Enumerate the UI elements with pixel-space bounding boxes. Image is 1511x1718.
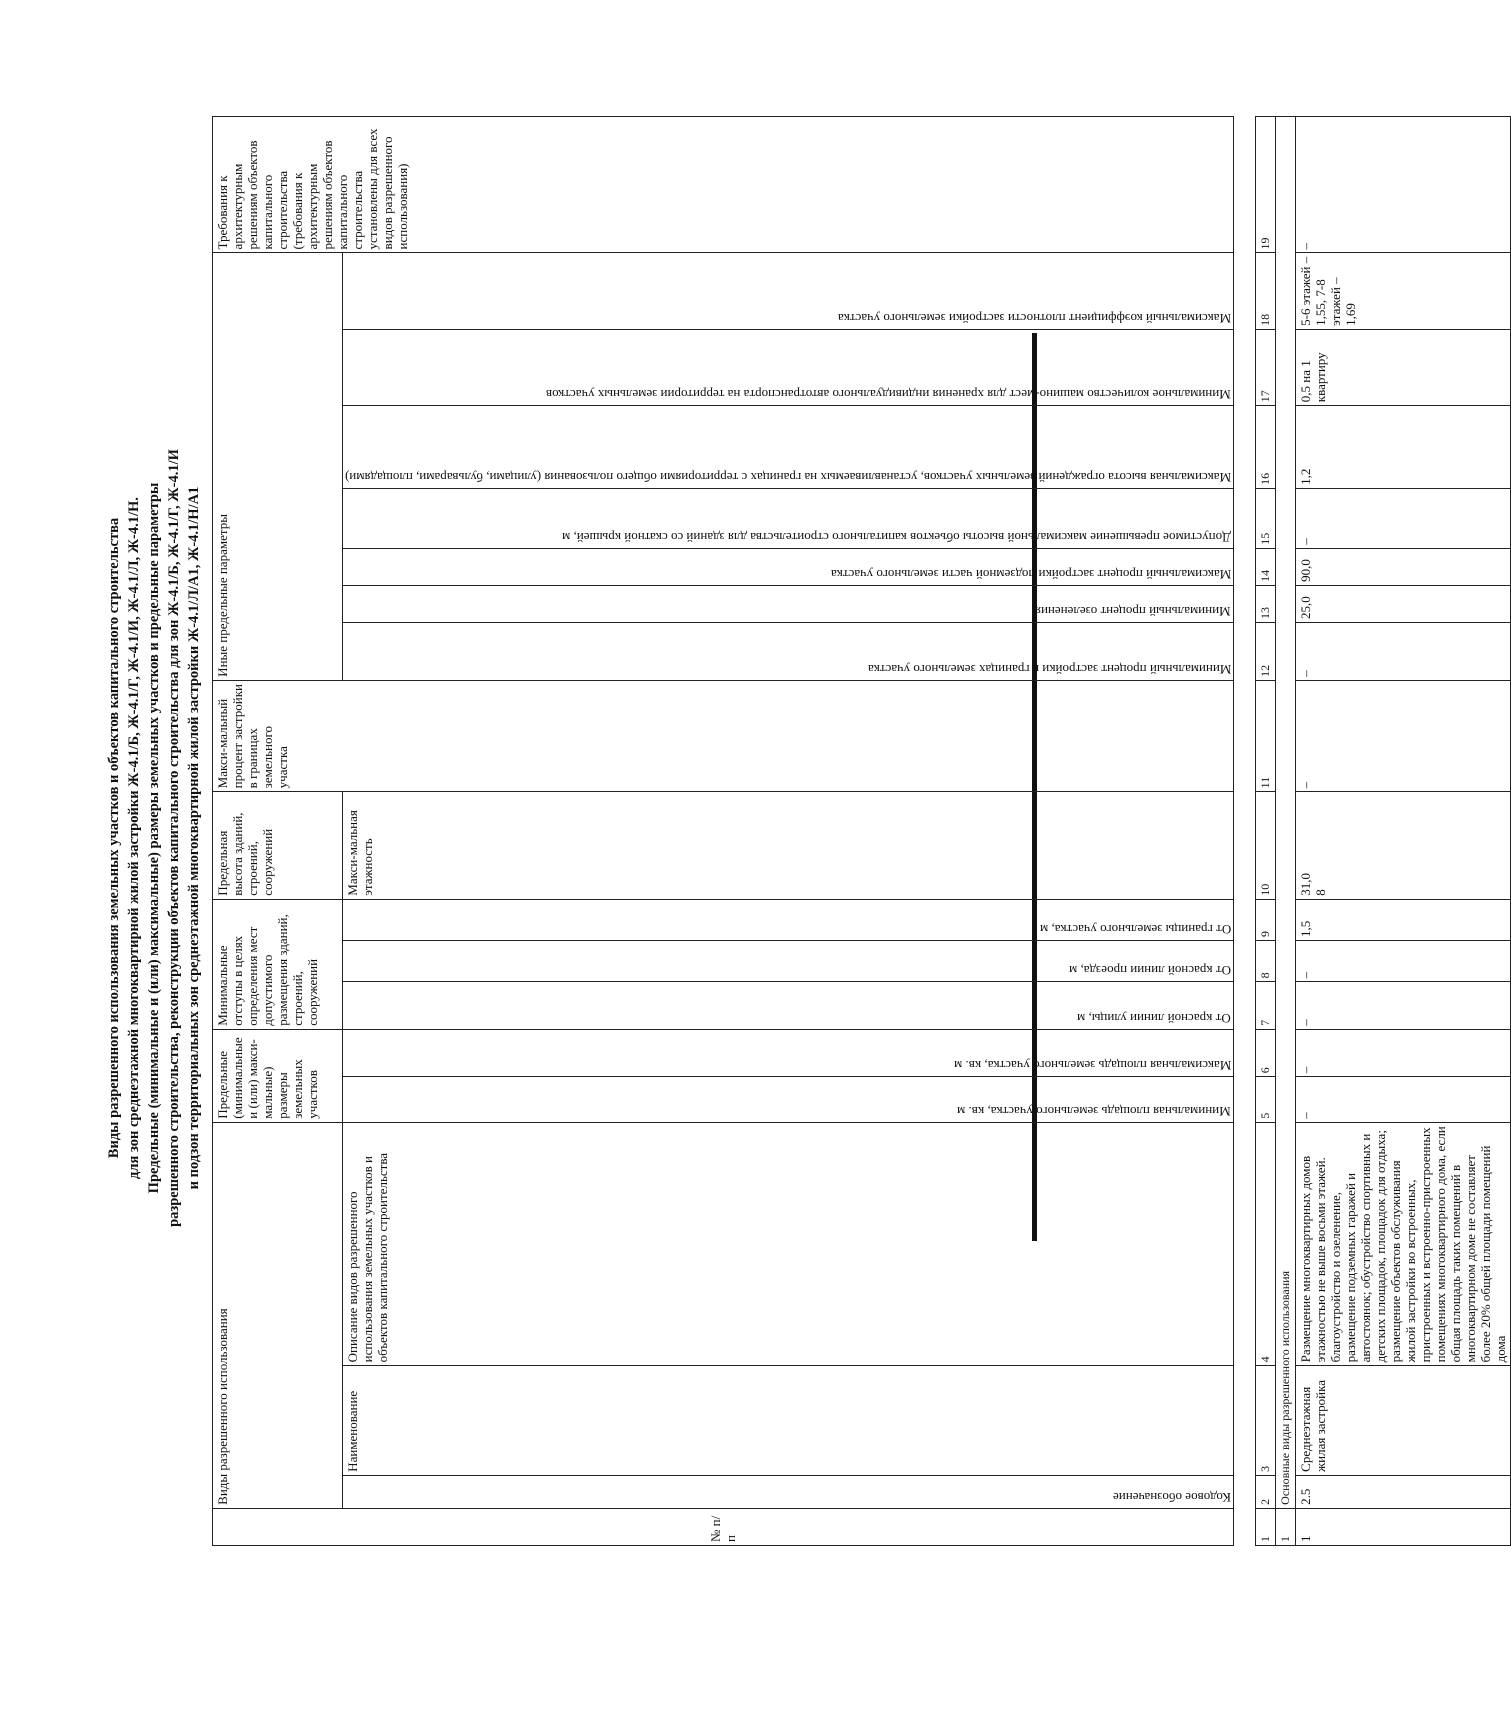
- header-height-group: Предельная высота зданий, строений, сооружений: [213, 792, 343, 899]
- col-number: 18: [1256, 253, 1276, 329]
- col-number: 15: [1256, 488, 1276, 548]
- row-p18: 5-6 этажей – 1,55, 7-8 этажей – 1,69: [1296, 253, 1511, 329]
- header-p15: Допустимое превышение максимальной высоты объектов капитального строительства для зданий со скатной крышей, м: [343, 488, 1234, 548]
- row-max-percent: –: [1296, 680, 1511, 792]
- header-sizes-group: Предельные (минимальные и (или) макси-мальные) размеры земельных участков: [213, 1029, 343, 1122]
- row-from-street: –: [1296, 982, 1511, 1029]
- column-number-row: [1256, 117, 1276, 1546]
- col-number: 17: [1256, 329, 1276, 405]
- row-from-boundary: 1,5: [1296, 899, 1511, 940]
- row-p15: –: [1296, 488, 1511, 548]
- row-p19: –: [1296, 117, 1511, 253]
- title-line-4: разрешенного строительства, реконструкции объектов капитального строительства для зон Ж-4.1/Б, Ж-4.1/Г, Ж-4.1/И: [166, 449, 182, 1227]
- col-number: 16: [1256, 406, 1276, 489]
- col-number: 5: [1256, 1077, 1276, 1122]
- header-from-street: От красной линии улицы, м: [343, 982, 1234, 1029]
- header-p13: Минимальный процент озеленения: [343, 585, 1234, 622]
- row-p17: 0,5 на 1 квартиру: [1296, 329, 1511, 405]
- header-min-area: Минимальная площадь земельного участка, кв. м: [343, 1077, 1234, 1122]
- col-number: 3: [1256, 1366, 1276, 1475]
- header-from-boundary: От границы земельного участка, м: [343, 899, 1234, 940]
- title-line-1: Виды разрешенного использования земельных участков и объектов капитального строительства: [106, 517, 122, 1159]
- row-name: Среднеэтажная жилая застройка: [1296, 1366, 1511, 1475]
- header-description: Описание видов разрешенного использования земельных участков и объектов капитального строительства: [343, 1122, 1234, 1366]
- section-row: [1276, 117, 1296, 1546]
- col-number: 2: [1256, 1475, 1276, 1508]
- header-vri-group: Виды разрешенного использования: [213, 1122, 343, 1508]
- header-architecture: Требования к архитектурным решениям объектов капитального строительства (требования к архитектурным решениям объектов капитального строительства установлены для всех видов разрешенного использования): [213, 117, 1234, 253]
- header-name: Наименование: [343, 1366, 1234, 1475]
- header-p16: Максимальная высота ограждений земельных участков, устанавливаемых на границах с территориями общего пользования (улицами, бульварами, площадями): [343, 406, 1234, 489]
- row-floors-value: 8: [1313, 889, 1329, 896]
- header-p17: Минимальное количество машино-мест для хранения индивидуального автотранспорта на территории земельных участков: [343, 329, 1234, 405]
- row-height-value: 31,0: [1298, 872, 1314, 896]
- row-code: 2.5: [1296, 1475, 1511, 1508]
- row-p16: 1,2: [1296, 406, 1511, 489]
- document-title: [104, 0, 204, 1718]
- col-number: 1: [1256, 1508, 1276, 1545]
- col-number: 19: [1256, 117, 1276, 253]
- row-p13: 25,0: [1296, 585, 1511, 622]
- table-row: [1296, 117, 1511, 1546]
- row-height: [1296, 792, 1511, 899]
- row-from-drive: –: [1296, 941, 1511, 982]
- table-gap: [1234, 117, 1256, 1546]
- col-number: 14: [1256, 548, 1276, 585]
- parameters-table: [212, 116, 1511, 1546]
- col-number: 7: [1256, 982, 1276, 1029]
- row-max-area: –: [1296, 1029, 1511, 1077]
- header-max-area: Максимальная площадь земельного участка, кв. м: [343, 1029, 1234, 1077]
- col-number: 6: [1256, 1029, 1276, 1077]
- header-setback-group: Минимальные отступы в целях определения мест допустимого размещения зданий, строений, сооружений: [213, 899, 343, 1029]
- row-p12: –: [1296, 623, 1511, 681]
- header-other-group: Иные предельные параметры: [213, 253, 343, 680]
- header-p14: Максимальный процент застройки подземной части земельного участка: [343, 548, 1234, 585]
- section-label: Основные виды разрешенного использования: [1276, 117, 1296, 1509]
- col-number: 13: [1256, 585, 1276, 622]
- header-code: Кодовое обозначение: [343, 1475, 1234, 1508]
- row-num: 1: [1296, 1508, 1511, 1545]
- header-p12: Минимальный процент застройки в границах земельного участка: [343, 623, 1234, 681]
- title-line-3: Предельные (минимальные и (или) максимальные) размеры земельных участков и предельные параметры: [146, 482, 162, 1194]
- col-number: 10: [1256, 792, 1276, 899]
- header-p18: Максимальный коэффициент плотности застройки земельного участка: [343, 253, 1234, 329]
- title-line-2: для зон среднеэтажной многоквартирной жилой застройки Ж-4.1/Б, Ж-4.1/Г, Ж-4.1/И, Ж-4.1/Л, Ж-4.1/Н.: [126, 497, 142, 1179]
- header-from-drive: От красной линии проезда, м: [343, 941, 1234, 982]
- header-max-floors: Макси-мальная этажность: [343, 792, 1234, 899]
- col-number: 11: [1256, 680, 1276, 792]
- col-number: 4: [1256, 1122, 1276, 1366]
- header-max-percent: Макси-мальный процент застройки в границах земельного участка: [213, 680, 1234, 792]
- col-number: 9: [1256, 899, 1276, 940]
- row-p14: 90,0: [1296, 548, 1511, 585]
- title-line-5: и подзон территориальных зон среднеэтажной многоквартирной жилой застройки Ж-4.1/Л/А1, Ж-4.1/Н/А1: [186, 486, 202, 1190]
- col-number: 8: [1256, 941, 1276, 982]
- row-description: Размещение многоквартирных домов этажностью не выше восьми этажей. благоустройство и озеленение, размещение подземных гаражей и автостоянок; обустройство спортивных и детских площадок, площадок для отдыха; размещение объектов обслуживания жилой застройки во встроенных, пристроенных и встроенно-пристроенных помещениях многоквартирного дома, если общая площадь таких помещений в многоквартирном доме не составляет более 20% общей площади помещений дома: [1296, 1122, 1511, 1366]
- row-min-area: –: [1296, 1077, 1511, 1122]
- col-number: 12: [1256, 623, 1276, 681]
- header-num: № п/п: [213, 1508, 1234, 1545]
- section-num: 1: [1276, 1508, 1296, 1545]
